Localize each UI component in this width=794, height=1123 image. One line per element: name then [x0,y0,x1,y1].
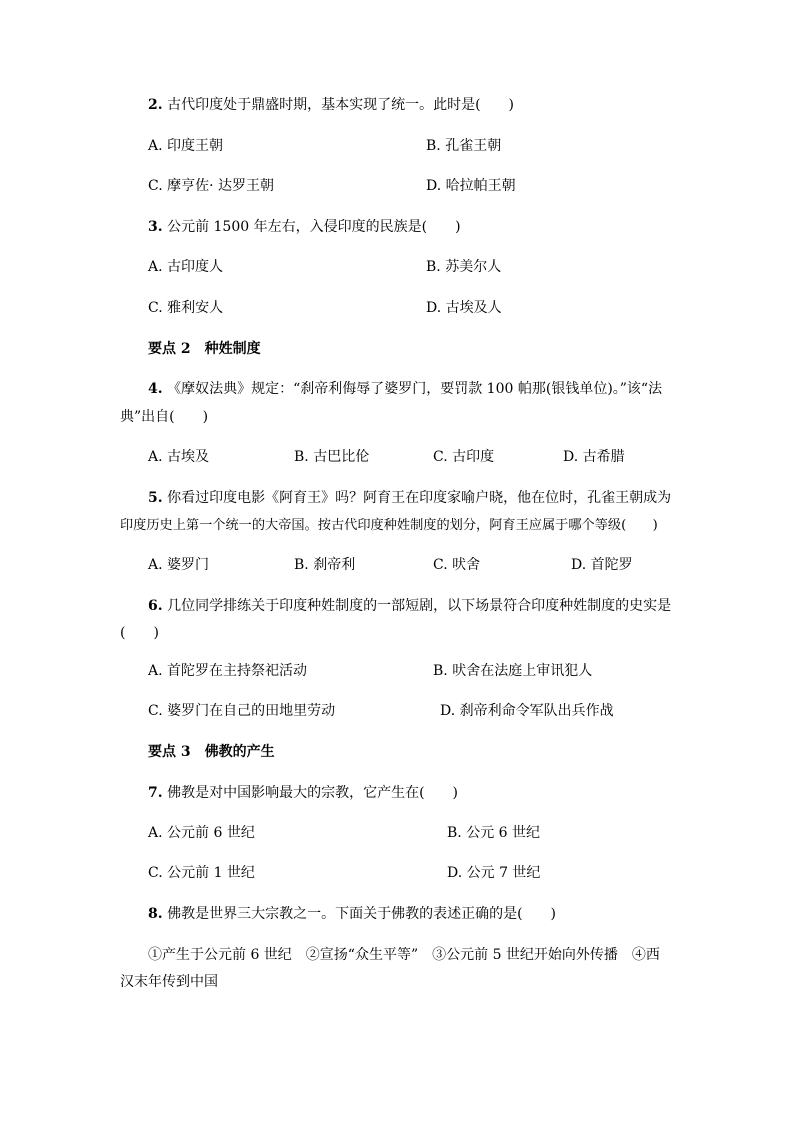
option-a: A. 公元前 6 世纪 [148,825,255,841]
option-b: B. 古巴比伦 [294,449,370,465]
question-2-stem [148,97,514,113]
question-6-stem [148,598,671,614]
option-a: A. 印度王朝 [148,138,224,154]
question-number: 3. [148,219,163,235]
section-heading-2: 要点 2 种姓制度 [148,341,261,357]
question-8-stem [148,906,556,922]
question-3-stem [148,219,461,235]
option-c: C. 雅利安人 [148,300,224,316]
question-5-stem-cont: 印度历史上第一个统一的大帝国。按古代印度种姓制度的划分，阿育王应属于哪个等级( ) [120,518,658,533]
option-b: B. 刹帝利 [294,557,356,573]
question-text: 佛教是对中国影响最大的宗教，它产生在( ) [167,785,459,801]
question-number: 4. [148,381,163,397]
option-b: B. 苏美尔人 [426,259,502,275]
question-8-items-cont: 汉末年传到中国 [120,974,218,990]
option-d: D. 刹帝利命令军队出兵作战 [440,703,614,719]
question-text: 几位同学排练关于印度种姓制度的一部短剧，以下场景符合印度种姓制度的史实是 [167,598,672,614]
option-d: D. 古埃及人 [426,300,502,316]
question-text: 古代印度处于鼎盛时期，基本实现了统一。此时是( ) [167,97,515,113]
option-c: C. 婆罗门在自己的田地里劳动 [148,703,336,719]
option-b: B. 公元 6 世纪 [447,825,540,841]
option-d: D. 首陀罗 [571,557,633,573]
option-c: C. 吠舍 [433,557,481,573]
option-d: D. 哈拉帕王朝 [426,178,516,194]
question-number: 2. [148,97,163,113]
question-7-stem [148,785,458,801]
question-text: 《摩奴法典》规定：“刹帝利侮辱了婆罗门，要罚款 100 帕那(银钱单位)。”该“法 [167,381,663,397]
option-c: C. 古印度 [433,449,495,465]
question-5-stem [148,490,671,506]
question-number: 7. [148,785,163,801]
option-a: A. 首陀罗在主持祭祀活动 [148,663,308,679]
option-b: B. 吠舍在法庭上审讯犯人 [433,663,593,679]
option-a: A. 古埃及 [148,449,210,465]
option-d: D. 古希腊 [563,449,625,465]
section-heading-3: 要点 3 佛教的产生 [148,744,275,760]
question-number: 6. [148,598,163,614]
option-a: A. 婆罗门 [148,557,210,573]
question-6-stem-cont: ( ) [120,625,159,641]
question-number: 8. [148,906,163,922]
question-8-items: ①产生于公元前 6 世纪 ②宣扬“众生平等” ③公元前 5 世纪开始向外传播 ④西 [148,947,660,963]
question-text: 佛教是世界三大宗教之一。下面关于佛教的表述正确的是( ) [167,906,557,922]
question-text: 公元前 1500 年左右，入侵印度的民族是( ) [167,219,461,235]
question-number: 5. [148,490,163,506]
option-a: A. 古印度人 [148,259,224,275]
question-4-stem [148,381,662,397]
option-d: D. 公元 7 世纪 [447,865,541,881]
question-4-stem-cont: 典”出自( ) [120,409,209,425]
question-text: 你看过印度电影《阿育王》吗？阿育王在印度家喻户晓，他在位时，孔雀王朝成为 [167,490,672,506]
option-c: C. 公元前 1 世纪 [148,865,255,881]
option-b: B. 孔雀王朝 [426,138,502,154]
option-c: C. 摩亨佐· 达罗王朝 [148,178,275,194]
